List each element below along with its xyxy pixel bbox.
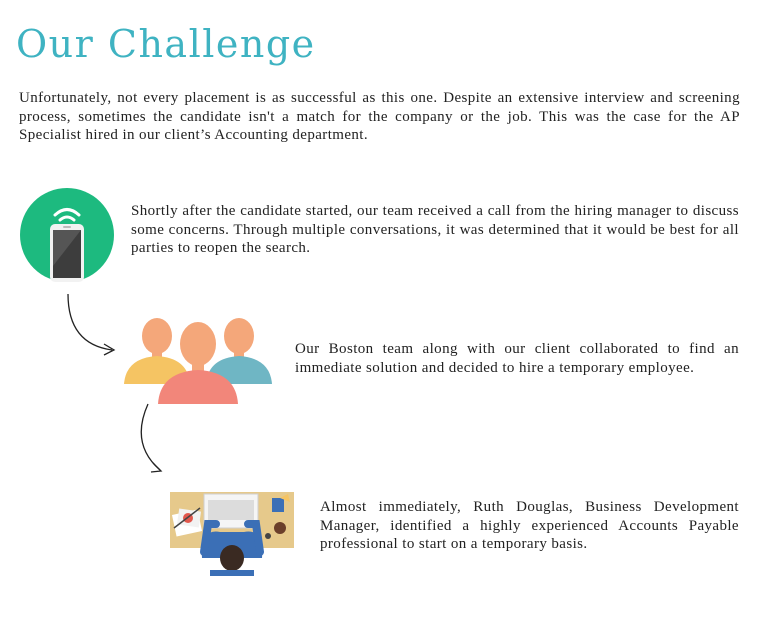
intro-paragraph: Unfortunately, not every placement is as successful as this one. Despite an extensive interview and screening process, sometimes the candidate isn't a match for the company or the job. This was the case for the AP Specialist hired in our client’s Accounting department. bbox=[19, 90, 740, 143]
page-title: Our Challenge bbox=[16, 22, 316, 66]
arrow-icon bbox=[60, 290, 122, 358]
team-icon bbox=[122, 316, 272, 404]
step-two-paragraph: Our Boston team along with our client collaborated to find an immediate solution and decided to hire a temporary employee. bbox=[295, 341, 739, 376]
arrow-icon bbox=[132, 400, 174, 476]
step-three-paragraph: Almost immediately, Ruth Douglas, Business Development Manager, identified a highly experienced Accounts Payable professional to start on a temporary basis. bbox=[320, 499, 739, 552]
step-one-paragraph: Shortly after the candidate started, our team received a call from the hiring manager to discuss some concerns. Through multiple conversations, it was determined that it would be best for all parties to reopen the search. bbox=[131, 203, 739, 256]
desk-worker-icon bbox=[170, 488, 294, 576]
phone-icon bbox=[19, 186, 115, 284]
